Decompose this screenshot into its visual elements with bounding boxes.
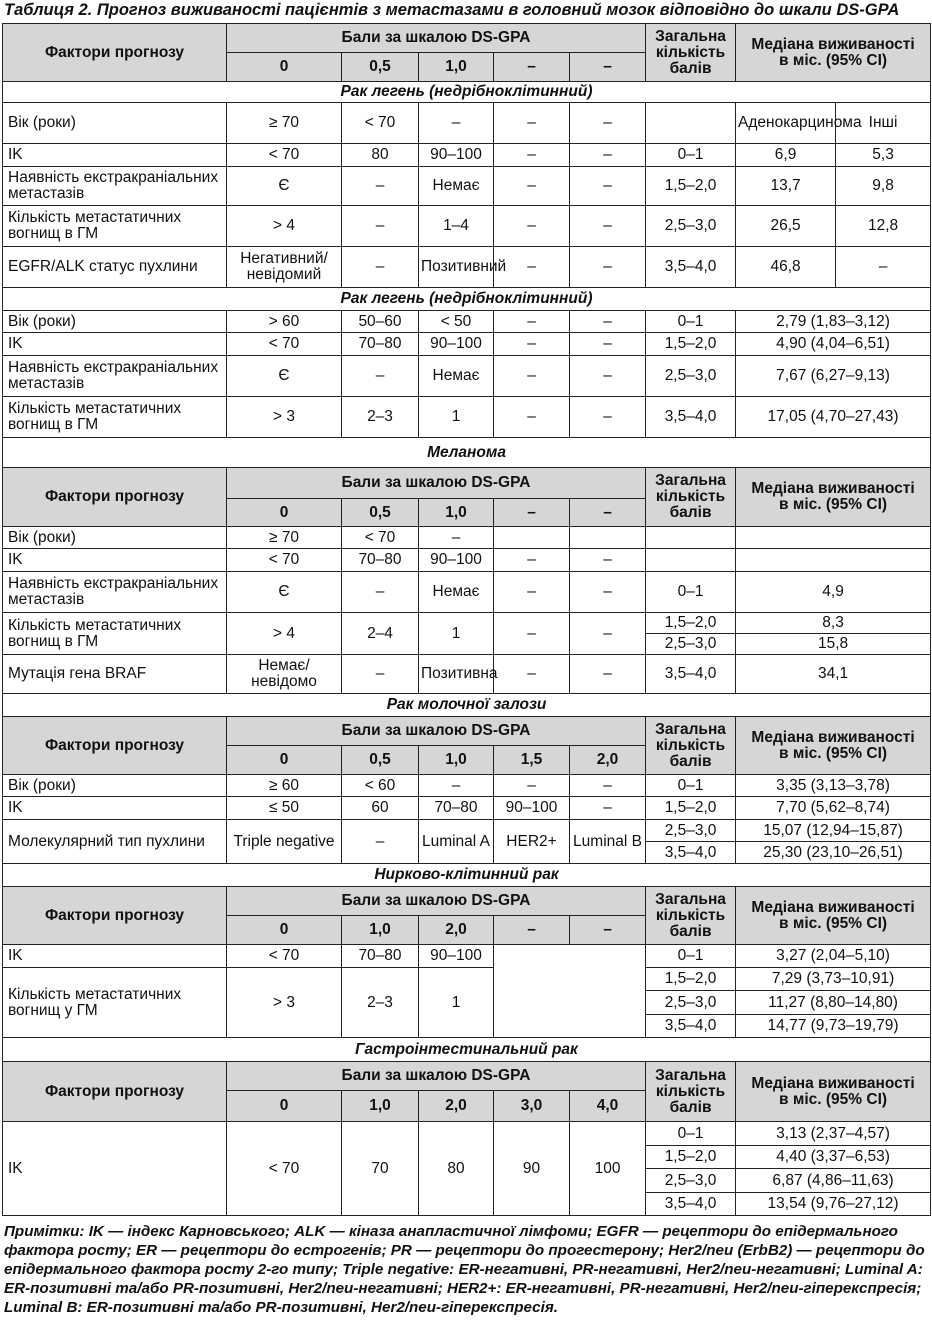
score-col: 1,0 <box>342 916 419 945</box>
total-cell: 3,5–4,0 <box>646 655 736 694</box>
score-col: 1,5 <box>494 746 570 775</box>
total-cell: 1,5–2,0 <box>646 968 736 991</box>
score-cell: 1 <box>419 397 494 438</box>
score-cell: – <box>342 206 419 247</box>
score-cell: ≤ 50 <box>227 797 342 820</box>
score-cell: < 70 <box>227 945 342 968</box>
score-cell: < 70 <box>227 549 342 572</box>
score-cell: 90–100 <box>419 333 494 356</box>
score-cell: Є <box>227 356 342 397</box>
table-row <box>3 527 931 549</box>
header-factors: Фактори прогнозу <box>3 24 227 82</box>
score-cell: 2–3 <box>342 397 419 438</box>
score-cell: 50–60 <box>342 311 419 333</box>
score-cell: – <box>570 333 646 356</box>
score-cell: > 3 <box>227 968 342 1038</box>
score-col: 0 <box>227 53 342 82</box>
table-row <box>3 206 931 247</box>
median-cell: 3,35 (3,13–3,78) <box>736 775 931 797</box>
empty-cell <box>494 945 646 1038</box>
score-cell: Є <box>227 167 342 206</box>
median-cell: 12,8 <box>836 206 931 247</box>
table-header-row <box>3 887 931 916</box>
score-cell <box>494 527 570 549</box>
score-col: 2,0 <box>419 1091 494 1122</box>
header-score-title: Бали за шкалою DS-GPA <box>227 24 646 53</box>
score-cell: – <box>342 655 419 694</box>
total-cell: 2,5–3,0 <box>646 991 736 1015</box>
score-cell: Негативний/ невідомий <box>227 247 342 288</box>
total-cell: 3,5–4,0 <box>646 247 736 288</box>
score-cell: – <box>570 613 646 655</box>
score-cell: Немає <box>419 356 494 397</box>
median-cell: 4,90 (4,04–6,51) <box>736 333 931 356</box>
score-cell: 70–80 <box>342 549 419 572</box>
total-cell: 1,5–2,0 <box>646 613 736 634</box>
total-cell <box>646 549 736 572</box>
header-median: Медіана виживаності в міс. (95% CI) <box>736 24 931 82</box>
factor-cell: IK <box>3 333 227 356</box>
header-factors: Фактори прогнозу <box>3 468 227 527</box>
score-cell: – <box>570 549 646 572</box>
score-cell: – <box>419 103 494 144</box>
median-cell: 6,9 <box>736 144 836 167</box>
score-cell: – <box>494 167 570 206</box>
median-cell: 26,5 <box>736 206 836 247</box>
score-cell: – <box>570 397 646 438</box>
score-cell: < 60 <box>342 775 419 797</box>
score-col: 2,0 <box>570 746 646 775</box>
total-cell: 3,5–4,0 <box>646 397 736 438</box>
header-total: Загальна кількість балів <box>646 468 736 527</box>
score-col: 2,0 <box>419 916 494 945</box>
header-score-title: Бали за шкалою DS-GPA <box>227 1062 646 1091</box>
score-cell: Позитивна <box>419 655 494 694</box>
score-col: 4,0 <box>570 1091 646 1122</box>
table-row <box>3 333 931 356</box>
header-total: Загальна кількість балів <box>646 24 736 82</box>
score-cell: – <box>570 797 646 820</box>
score-cell: ≥ 60 <box>227 775 342 797</box>
score-col: 0,5 <box>342 746 419 775</box>
total-cell: 2,5–3,0 <box>646 1169 736 1193</box>
header-score-title: Бали за шкалою DS-GPA <box>227 468 646 499</box>
score-cell: – <box>570 103 646 144</box>
median-cell: – <box>836 247 931 288</box>
score-cell: – <box>494 655 570 694</box>
table-row <box>3 356 931 397</box>
median-subhead: Інші <box>836 103 931 144</box>
median-cell: 15,07 (12,94–15,87) <box>736 820 931 842</box>
section-title: Меланома <box>3 438 931 468</box>
table-row <box>3 655 931 694</box>
table-row <box>3 775 931 797</box>
factor-cell: Вік (роки) <box>3 311 227 333</box>
table-row <box>3 311 931 333</box>
score-cell: – <box>494 397 570 438</box>
factor-cell: Мутація гена BRAF <box>3 655 227 694</box>
median-cell: 13,7 <box>736 167 836 206</box>
table-row <box>3 572 931 613</box>
score-col: 0,5 <box>342 499 419 527</box>
median-cell: 15,8 <box>736 634 931 655</box>
total-cell: 1,5–2,0 <box>646 1146 736 1169</box>
score-cell: 70–80 <box>419 797 494 820</box>
factor-cell: IK <box>3 549 227 572</box>
score-cell: – <box>570 356 646 397</box>
score-cell: 1 <box>419 968 494 1038</box>
factor-cell: Наявність екстракраніальних метастазів <box>3 356 227 397</box>
score-cell: 70–80 <box>342 333 419 356</box>
score-cell: – <box>342 572 419 613</box>
table-row <box>3 613 931 634</box>
score-col: – <box>570 499 646 527</box>
median-cell: 11,27 (8,80–14,80) <box>736 991 931 1015</box>
score-cell: 70–80 <box>342 945 419 968</box>
table-row <box>3 820 931 842</box>
total-cell: 0–1 <box>646 144 736 167</box>
median-cell: 7,70 (5,62–8,74) <box>736 797 931 820</box>
total-cell: 1,5–2,0 <box>646 167 736 206</box>
total-cell: 1,5–2,0 <box>646 333 736 356</box>
score-cell: < 70 <box>342 103 419 144</box>
median-cell: 7,29 (3,73–10,91) <box>736 968 931 991</box>
score-col: 0 <box>227 1091 342 1122</box>
factor-cell: Вік (роки) <box>3 775 227 797</box>
score-cell: – <box>494 247 570 288</box>
median-cell: 46,8 <box>736 247 836 288</box>
score-cell: Є <box>227 572 342 613</box>
factor-cell: Вік (роки) <box>3 103 227 144</box>
score-cell: Немає <box>419 167 494 206</box>
score-cell <box>570 527 646 549</box>
total-cell: 2,5–3,0 <box>646 206 736 247</box>
factor-cell: Молекулярний тип пухлини <box>3 820 227 864</box>
factor-cell: Вік (роки) <box>3 527 227 549</box>
score-col: 0 <box>227 499 342 527</box>
score-cell: 90–100 <box>419 945 494 968</box>
median-cell: 34,1 <box>736 655 931 694</box>
score-cell: – <box>494 613 570 655</box>
score-cell: – <box>570 655 646 694</box>
factor-cell: EGFR/ALK статус пухлини <box>3 247 227 288</box>
score-cell: – <box>494 311 570 333</box>
total-cell <box>646 527 736 549</box>
header-median: Медіана виживаності в міс. (95% CI) <box>736 887 931 945</box>
score-cell: – <box>419 775 494 797</box>
total-cell: 0–1 <box>646 572 736 613</box>
total-cell: 2,5–3,0 <box>646 356 736 397</box>
header-total: Загальна кількість балів <box>646 1062 736 1122</box>
factor-cell: Кількість метастатичних вогнищ в ГМ <box>3 613 227 655</box>
table-header-row <box>3 1062 931 1091</box>
median-cell: 5,3 <box>836 144 931 167</box>
score-col: 1,0 <box>419 499 494 527</box>
table-row <box>3 797 931 820</box>
score-cell: – <box>494 572 570 613</box>
factor-cell: IK <box>3 144 227 167</box>
score-cell: – <box>570 144 646 167</box>
score-col: 3,0 <box>494 1091 570 1122</box>
table-caption: Таблиця 2. Прогноз виживаності пацієнтів з метастазами в головний мозок відповідно до шкали DS-GPA <box>4 1 900 19</box>
table-notes: Примітки: IK — індекс Карновського; ALK — кіназа анапластичної лімфоми; EGFR — рецептори до епідермального фактора росту; ER — рецептори до естрогенів; PR — рецептори до прогестерону; Her2/neu (ErbB2) — рецептори до епідермального фактора росту 2-го типу; Triple negative: ER-негативні, PR-негативні, Her2/neu-негативні; Luminal A: ER-позитивні та/або PR-позитивні, Her2/neu-негативні; HER2+: ER-негативні, PR-негативні, Her2/neu-гіперекспресія; Luminal B: ER-позитивні та/або PR-позитивні, Her2/neu-гіперекспресія. <box>4 1223 925 1316</box>
table-row <box>3 1122 931 1146</box>
score-cell: 80 <box>342 144 419 167</box>
median-cell: 4,9 <box>736 572 931 613</box>
score-cell: – <box>494 144 570 167</box>
score-cell: – <box>494 356 570 397</box>
score-cell: > 4 <box>227 613 342 655</box>
median-cell: 6,87 (4,86–11,63) <box>736 1169 931 1193</box>
score-cell: – <box>494 103 570 144</box>
score-col: 0 <box>227 746 342 775</box>
table-header-row <box>3 468 931 499</box>
table-row <box>3 167 931 206</box>
score-cell: Немає <box>419 572 494 613</box>
median-cell: 14,77 (9,73–19,79) <box>736 1015 931 1038</box>
score-cell: 70 <box>342 1122 419 1216</box>
score-col: – <box>494 916 570 945</box>
total-cell: 0–1 <box>646 1122 736 1146</box>
score-cell: – <box>342 820 419 864</box>
total-cell: 3,5–4,0 <box>646 842 736 864</box>
score-cell: – <box>342 247 419 288</box>
score-cell: 60 <box>342 797 419 820</box>
score-cell: – <box>570 247 646 288</box>
score-cell: – <box>570 167 646 206</box>
table-header-row <box>3 24 931 53</box>
header-total: Загальна кількість балів <box>646 717 736 775</box>
score-cell: – <box>494 549 570 572</box>
median-cell: 4,40 (3,37–6,53) <box>736 1146 931 1169</box>
factor-cell: Кількість метастатичних вогнищ в ГМ <box>3 206 227 247</box>
header-total: Загальна кількість балів <box>646 887 736 945</box>
score-cell: Luminal B <box>570 820 646 864</box>
median-cell: 8,3 <box>736 613 931 634</box>
score-cell: < 70 <box>342 527 419 549</box>
median-cell: 3,27 (2,04–5,10) <box>736 945 931 968</box>
score-cell: ≥ 70 <box>227 103 342 144</box>
score-col: 1,0 <box>342 1091 419 1122</box>
score-cell: HER2+ <box>494 820 570 864</box>
score-col: – <box>494 53 570 82</box>
median-cell: 2,79 (1,83–3,12) <box>736 311 931 333</box>
header-score-title: Бали за шкалою DS-GPA <box>227 717 646 746</box>
section-title: Нирково-клітинний рак <box>3 864 931 887</box>
score-cell: – <box>570 206 646 247</box>
score-cell: < 70 <box>227 1122 342 1216</box>
score-cell: 2–3 <box>342 968 419 1038</box>
total-cell: 0–1 <box>646 311 736 333</box>
factor-cell: IK <box>3 797 227 820</box>
score-cell: – <box>570 572 646 613</box>
score-cell: > 60 <box>227 311 342 333</box>
score-cell: ≥ 70 <box>227 527 342 549</box>
section-title: Рак легень (недрібноклітинний) <box>3 82 931 103</box>
median-cell <box>736 527 931 549</box>
score-cell: 90–100 <box>419 549 494 572</box>
score-cell: Luminal A <box>419 820 494 864</box>
score-cell: Немає/ невідомо <box>227 655 342 694</box>
median-cell: 9,8 <box>836 167 931 206</box>
survival-prognosis-table <box>2 23 931 1216</box>
score-cell: – <box>342 356 419 397</box>
score-cell: – <box>342 167 419 206</box>
total-cell: 0–1 <box>646 945 736 968</box>
score-col: 1,0 <box>419 746 494 775</box>
median-subhead: Аденокарцинома <box>736 103 836 144</box>
score-col: 1,0 <box>419 53 494 82</box>
score-cell: – <box>419 527 494 549</box>
score-cell: < 70 <box>227 333 342 356</box>
total-cell: 0–1 <box>646 775 736 797</box>
score-cell: – <box>494 775 570 797</box>
total-cell: 2,5–3,0 <box>646 634 736 655</box>
score-cell: – <box>570 775 646 797</box>
section-title: Рак легень (недрібноклітинний) <box>3 288 931 311</box>
factor-cell: IK <box>3 1122 227 1216</box>
score-col: 0 <box>227 916 342 945</box>
score-cell: 100 <box>570 1122 646 1216</box>
table-row <box>3 397 931 438</box>
section-title: Рак молочної залози <box>3 694 931 717</box>
score-cell: – <box>494 206 570 247</box>
median-cell: 25,30 (23,10–26,51) <box>736 842 931 864</box>
total-cell: 1,5–2,0 <box>646 797 736 820</box>
header-factors: Фактори прогнозу <box>3 887 227 945</box>
factor-cell: Наявність екстракраніальних метастазів <box>3 572 227 613</box>
table-row <box>3 945 931 968</box>
header-median: Медіана виживаності в міс. (95% CI) <box>736 717 931 775</box>
header-factors: Фактори прогнозу <box>3 717 227 775</box>
header-score-title: Бали за шкалою DS-GPA <box>227 887 646 916</box>
table-row <box>3 968 931 991</box>
factor-cell: IK <box>3 945 227 968</box>
score-cell: > 3 <box>227 397 342 438</box>
header-factors: Фактори прогнозу <box>3 1062 227 1122</box>
total-cell <box>646 103 736 144</box>
table-row <box>3 103 931 144</box>
score-cell: 90–100 <box>419 144 494 167</box>
score-cell: 90–100 <box>494 797 570 820</box>
table-header-row <box>3 717 931 746</box>
median-cell <box>736 549 931 572</box>
score-col: – <box>494 499 570 527</box>
section-title: Гастроінтестинальний рак <box>3 1038 931 1062</box>
total-cell: 2,5–3,0 <box>646 820 736 842</box>
factor-cell: Наявність екстракраніальних метастазів <box>3 167 227 206</box>
table-row <box>3 549 931 572</box>
score-cell: 1 <box>419 613 494 655</box>
median-cell: 7,67 (6,27–9,13) <box>736 356 931 397</box>
score-cell: 90 <box>494 1122 570 1216</box>
score-cell: – <box>494 333 570 356</box>
score-cell: Позитивний <box>419 247 494 288</box>
total-cell: 3,5–4,0 <box>646 1015 736 1038</box>
factor-cell: Кількість метастатичних вогнищ в ГМ <box>3 397 227 438</box>
median-cell: 17,05 (4,70–27,43) <box>736 397 931 438</box>
header-median: Медіана виживаності в міс. (95% CI) <box>736 1062 931 1122</box>
factor-cell: Кількість метастатичних вогнищ у ГМ <box>3 968 227 1038</box>
score-cell: > 4 <box>227 206 342 247</box>
score-cell: 1–4 <box>419 206 494 247</box>
median-cell: 13,54 (9,76–27,12) <box>736 1193 931 1216</box>
score-cell: < 70 <box>227 144 342 167</box>
score-cell: < 50 <box>419 311 494 333</box>
score-cell: 2–4 <box>342 613 419 655</box>
score-cell: 80 <box>419 1122 494 1216</box>
score-cell: Triple negative <box>227 820 342 864</box>
header-median: Медіана виживаності в міс. (95% CI) <box>736 468 931 527</box>
table-row <box>3 247 931 288</box>
table-row <box>3 144 931 167</box>
score-col: – <box>570 916 646 945</box>
score-col: – <box>570 53 646 82</box>
score-cell: – <box>570 311 646 333</box>
score-col: 0,5 <box>342 53 419 82</box>
median-cell: 3,13 (2,37–4,57) <box>736 1122 931 1146</box>
total-cell: 3,5–4,0 <box>646 1193 736 1216</box>
